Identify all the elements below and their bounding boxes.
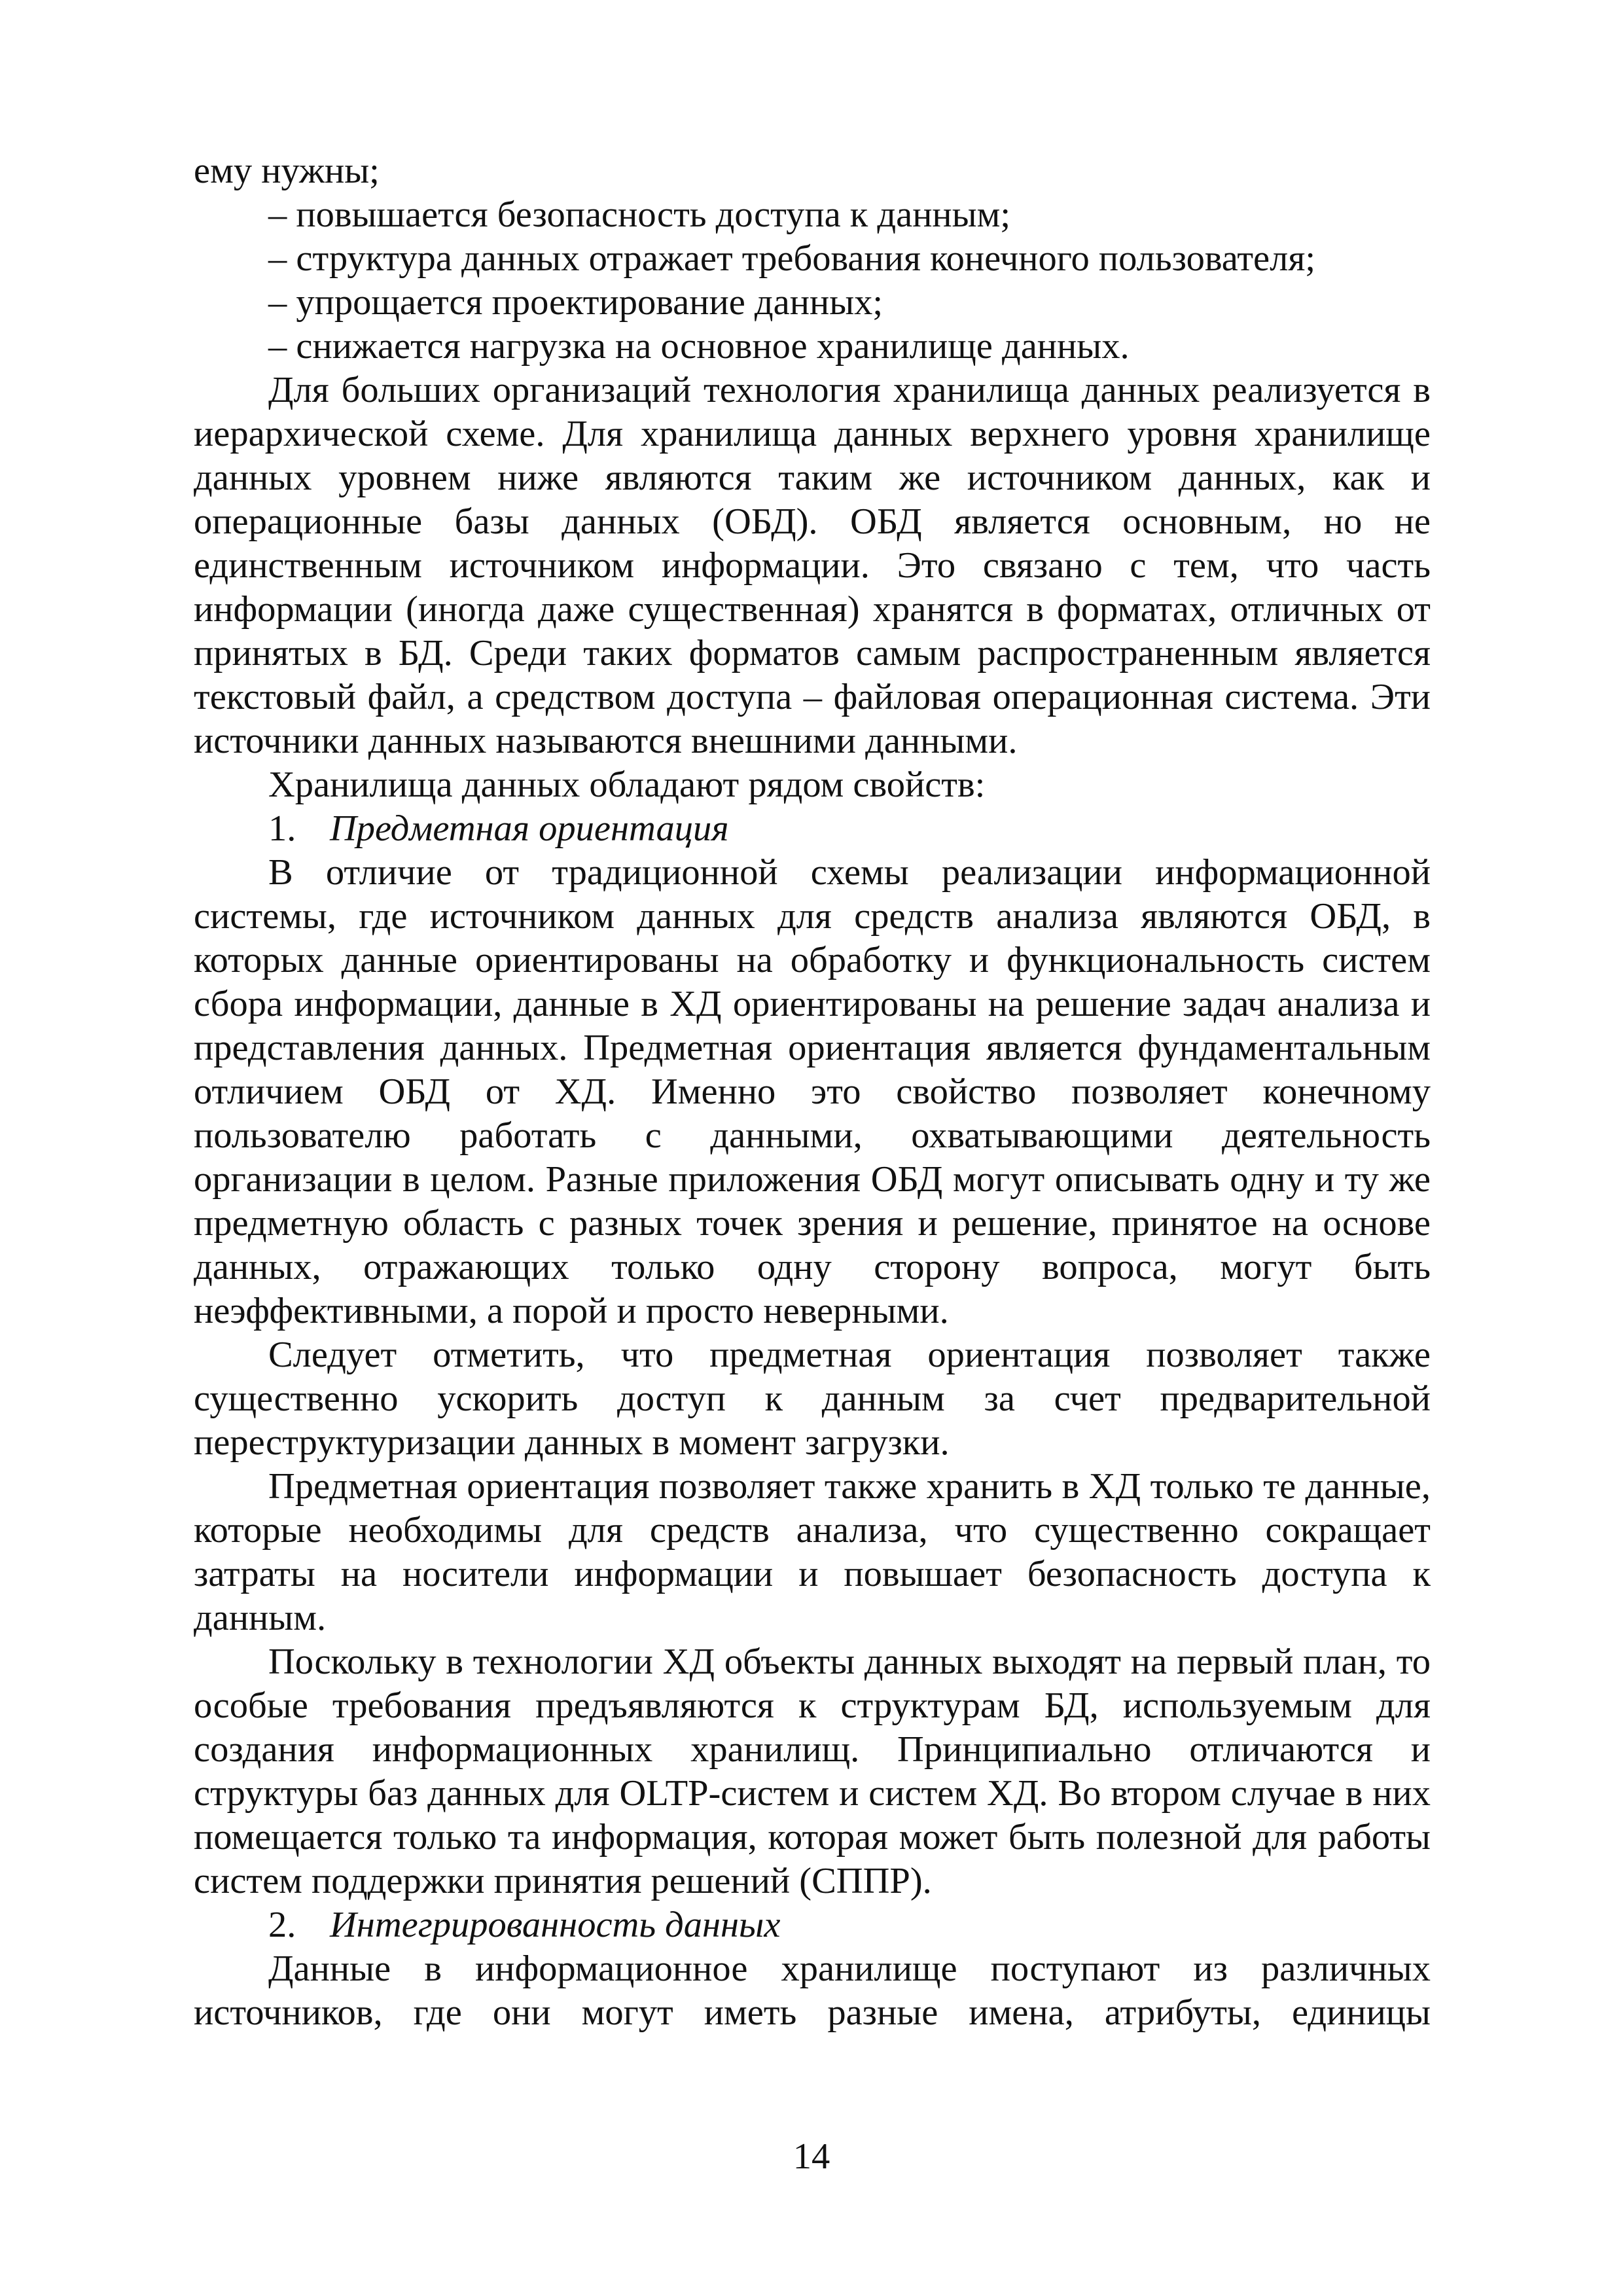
page-number: 14	[793, 2136, 830, 2177]
section-heading-subject-orientation	[194, 807, 1431, 851]
paragraph-properties-intro: Хранилища данных обладают рядом свойств:	[268, 764, 986, 805]
section-title: Предметная ориентация	[330, 808, 729, 849]
section-number: 2.	[268, 1905, 296, 1945]
benefit-list-item: – структура данных отражает требования конечного пользователя;	[268, 238, 1316, 279]
page-body	[194, 149, 1431, 2035]
paragraph-subject-orientation-3: Предметная ориентация позволяет также хранить в ХД только те данные, которые необходимы для средств анализа, что существенно сокращает затраты на носители информации и повышает безопасность доступа к данным.	[194, 1466, 1431, 1638]
benefit-list-item: – повышается безопасность доступа к данным;	[268, 194, 1011, 235]
paragraph-hierarchy: Для больших организаций технология хранилища данных реализуется в иерархической схеме. Для хранилища данных верхнего уровня хранилище данных уровнем ниже являются таким же источником данных, как и операционные базы данных (ОБД). ОБД является основным, но не единственным источником информации. Это связано с тем, что часть информации (иногда даже существенная) хранятся в форматах, отличных от принятых в БД. Среди таких форматов самым распространенным является текстовый файл, а средством доступа – файловая операционная система. Эти источники данных называются внешними данными.	[194, 370, 1431, 761]
paragraph-subject-orientation-1: В отличие от традиционной схемы реализации информационной системы, где источником данных для средств анализа являются ОБД, в которых данные ориентированы на обработку и функциональность систем сбора информации, данные в ХД ориентированы на решение задач анализа и представления данных. Предметная ориентация является фундаментальным отличием ОБД от ХД. Именно это свойство позволяет конечному пользователю работать с данными, охватывающими деятельность организации в целом. Разные приложения ОБД могут описывать одну и ту же предметную область с разных точек зрения и решение, принятое на основе данных, отражающих только одну сторону вопроса, могут быть неэффективными, а порой и просто неверными.	[194, 852, 1431, 1331]
paragraph-subject-orientation-2: Следует отметить, что предметная ориентация позволяет также существенно ускорить доступ к данным за счет предварительной переструктуризации данных в момент загрузки.	[194, 1335, 1431, 1463]
opening-fragment: ему нужны;	[194, 151, 380, 191]
paragraph-data-integration: Данные в информационное хранилище поступают из различных источников, где они могут иметь разные имена, атрибуты, единицы	[194, 1948, 1431, 2033]
section-heading-data-integration	[194, 1903, 1431, 1947]
benefit-list-item: – снижается нагрузка на основное хранилище данных.	[268, 326, 1130, 367]
benefit-list-item: – упрощается проектирование данных;	[268, 282, 883, 323]
section-number: 1.	[268, 808, 296, 849]
section-title: Интегрированность данных	[330, 1905, 781, 1945]
paragraph-subject-orientation-4: Поскольку в технологии ХД объекты данных выходят на первый план, то особые требования предъявляются к структурам БД, используемым для создания информационных хранилищ. Принципиально отличаются и структуры баз данных для OLTP-систем и систем ХД. Во втором случае в них помещается только та информация, которая может быть полезной для работы систем поддержки принятия решений (СППР).	[194, 1641, 1431, 1901]
